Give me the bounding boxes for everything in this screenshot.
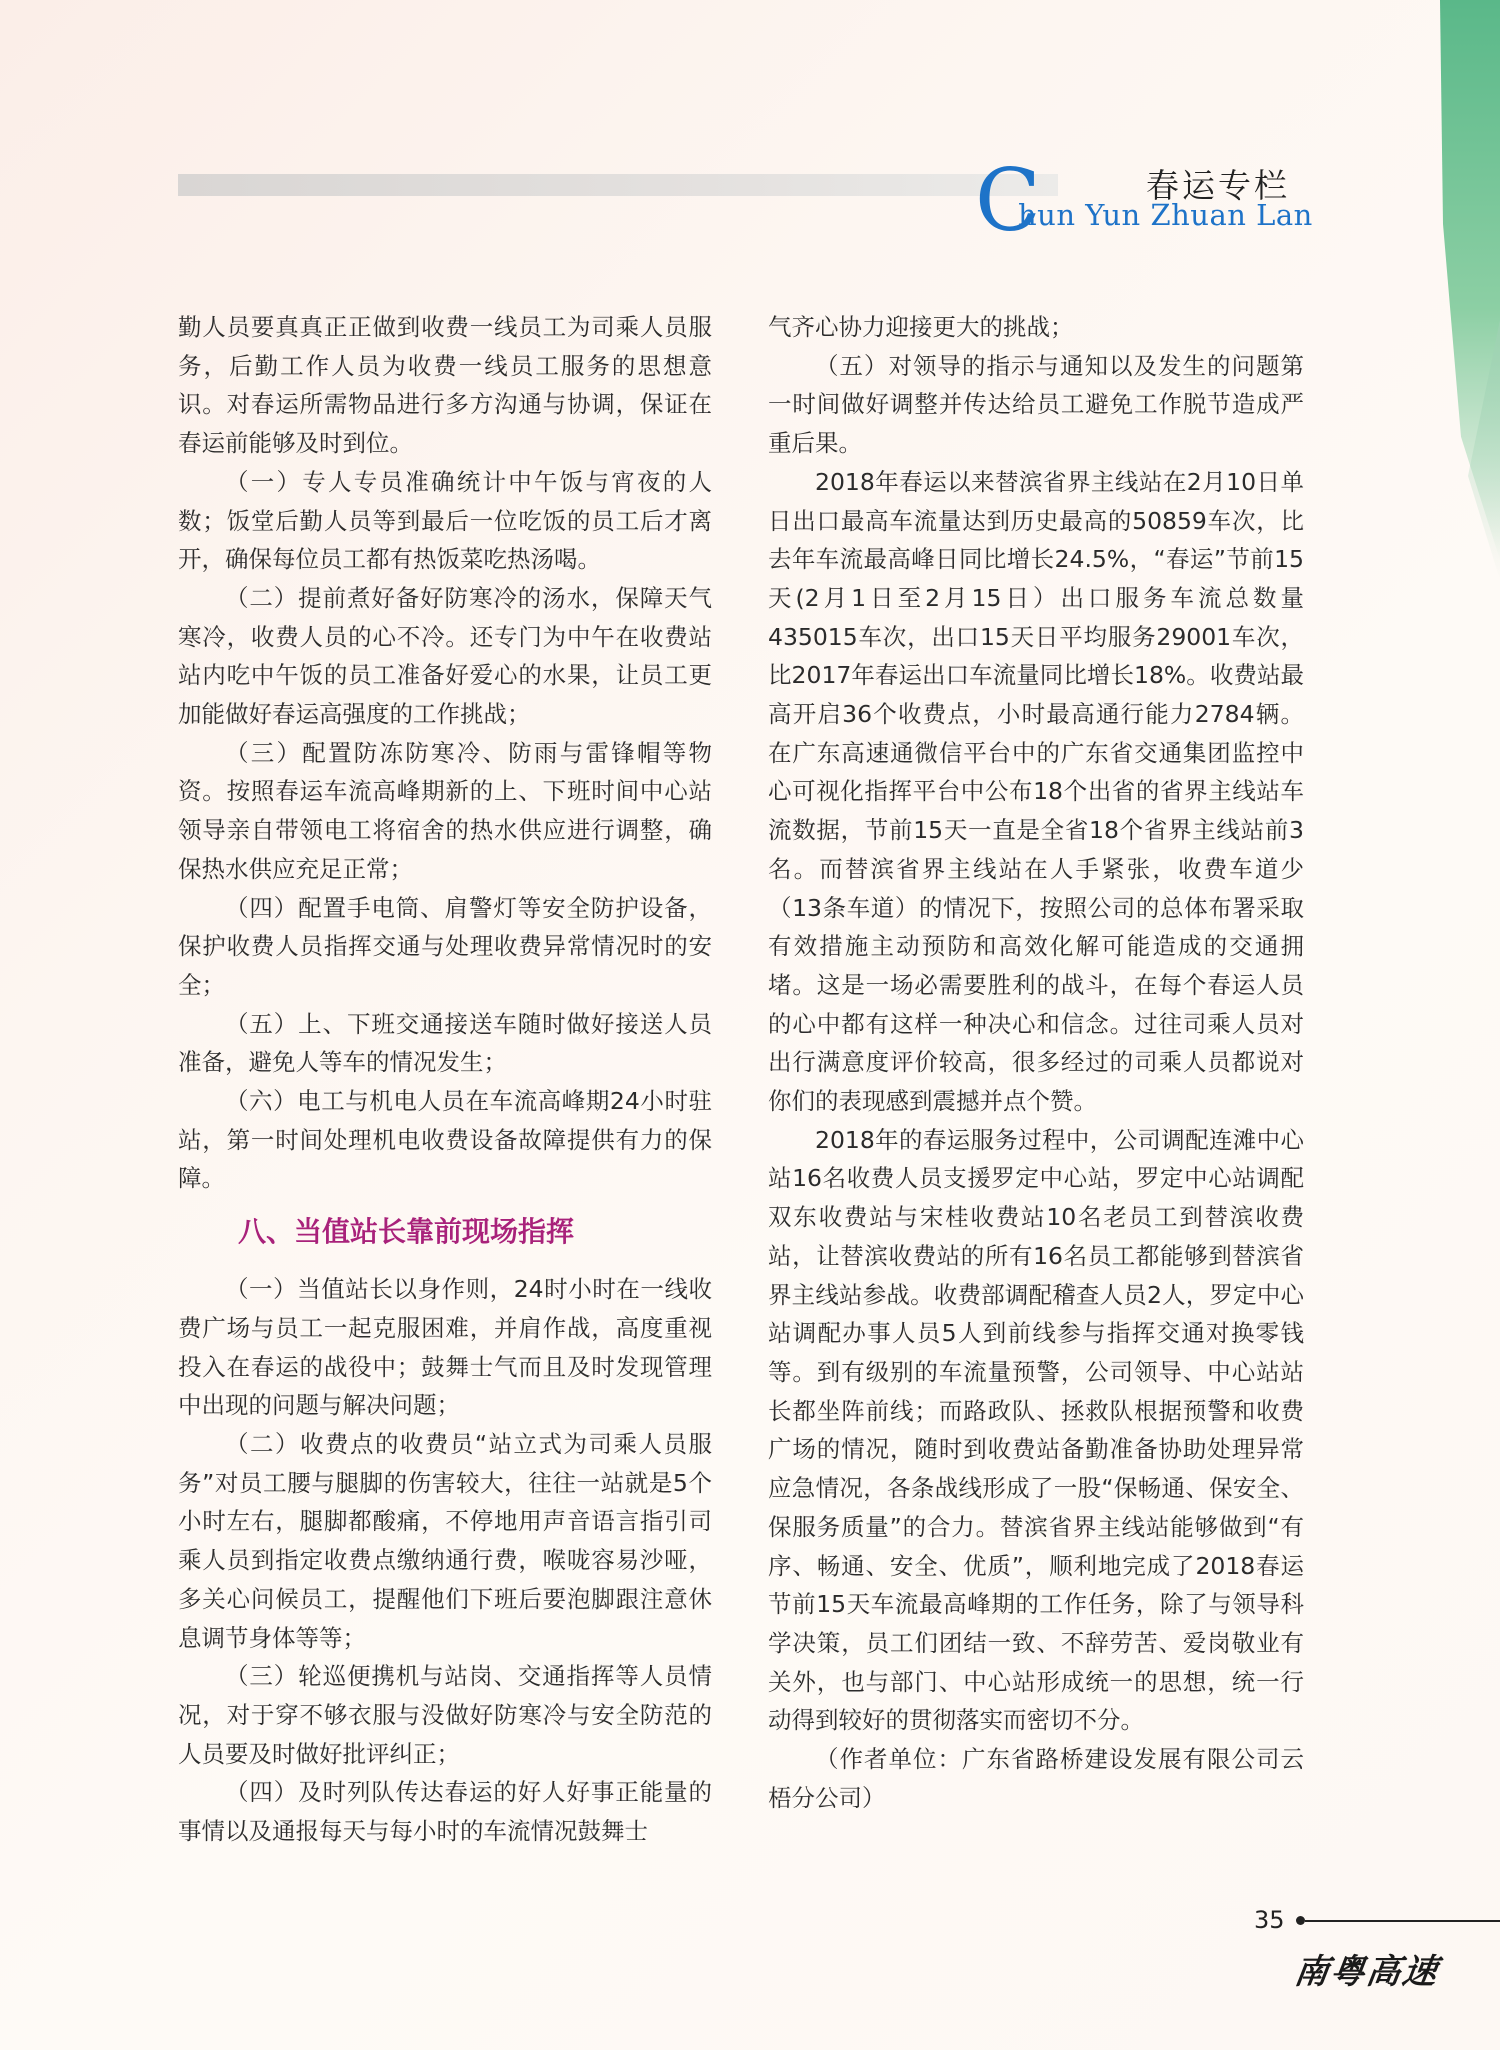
paragraph: 勤人员要真真正正做到收费一线员工为司乘人员服务，后勤工作人员为收费一线员工服务的思想意识。对春运所需物品进行多方沟通与协调，保证在春运前能够及时到位。 <box>178 313 712 458</box>
paragraph: 2018年的春运服务过程中，公司调配连滩中心站16名收费人员支援罗定中心站，罗定中心站调配双东收费站与宋桂收费站10名老员工到替滨收费站，让替滨收费站的所有16名员工都能够到替滨省界主线站参战。收费部调配稽查人员2人，罗定中心站调配办事人员5人到前线参与指挥交通对换零钱等。到有级别的车流量预警，公司领导、中心站站长都坐阵前线；而路政队、拯救队根据预警和收费广场的情况，随时到收费站备勤准备协助处理异常应急情况，各条战线形成了一股“保畅通、保安全、保服务质量”的合力。替滨省界主线站能够做到“有序、畅通、安全、优质”，顺利地完成了2018春运节前15天车流最高峰期的工作任务，除了与领导科学决策，员工们团结一致、不辞劳苦、爱岗敬业有关外，也与部门、中心站形成统一的思想，统一行动得到较好的贯彻落实而密切不分。 <box>768 1125 1304 1735</box>
paragraph: （一）专人专员准确统计中午饭与宵夜的人数；饭堂后勤人员等到最后一位吃饭的员工后才离开，确保每位员工都有热饭菜吃热汤喝。 <box>178 467 712 574</box>
page-rule <box>1305 1920 1500 1922</box>
paragraph: （五）对领导的指示与通知以及发生的问题第一时间做好调整并传达给员工避免工作脱节造成严重后果。 <box>768 351 1304 458</box>
author-note: （作者单位：广东省路桥建设发展有限公司云梧分公司） <box>768 1745 1304 1812</box>
paragraph: （二）收费点的收费员“站立式为司乘人员服务”对员工腰与腿脚的伤害较大，往往一站就是5个小时左右，腿脚都酸痛，不停地用声音语言指引司乘人员到指定收费点缴纳通行费，喉咙容易沙哑，多关心问候员工，提醒他们下班后要泡脚跟注意休息调节身体等等； <box>178 1429 712 1652</box>
paragraph: （三）轮巡便携机与站岗、交通指挥等人员情况，对于穿不够衣服与没做好防寒冷与安全防范的人员要及时做好批评纠正； <box>178 1662 712 1768</box>
paragraph: （二）提前煮好备好防寒冷的汤水，保障天气寒冷，收费人员的心不冷。还专门为中午在收费站站内吃中午饭的员工准备好爱心的水果，让员工更加能做好春运高强度的工作挑战； <box>178 583 712 729</box>
paragraph: 气齐心协力迎接更大的挑战； <box>768 313 1074 341</box>
page-dot <box>1296 1916 1305 1925</box>
paragraph: （六）电工与机电人员在车流高峰期24小时驻站，第一时间处理机电收费设备故障提供有力的保障。 <box>178 1087 712 1193</box>
left-column <box>178 308 712 1851</box>
section-heading: 八、当值站长靠前现场指挥 <box>238 1215 575 1249</box>
header-band <box>178 174 1058 196</box>
right-column <box>768 308 1304 1817</box>
paragraph: （五）上、下班交通接送车随时做好接送人员准备，避免人等车的情况发生； <box>178 1009 712 1077</box>
paragraph: 2018年春运以来替滨省界主线站在2月10日单日出口最高车流量达到历史最高的50859车次，比去年车流最高峰日同比增长24.5%，“春运”节前15天(2月1日至2月15日）出口服务车流总数量435015车次，出口15天日平均服务29001车次，比2017年春运出口车流量同比增长18%。收费站最高开启36个收费点，小时最高通行能力2784辆。在广东高速通微信平台中的广东省交通集团监控中心可视化指挥平台中公布18个出省的省界主线站车流数据，节前15天一直是全省18个省界主线站前3名。而替滨省界主线站在人手紧张，收费车道少（13条车道）的情况下，按照公司的总体布署采取有效措施主动预防和高效化解可能造成的交通拥堵。这是一场必需要胜利的战斗，在每个春运人员的心中都有这样一种决心和信念。过往司乘人员对出行满意度评价较高，很多经过的司乘人员都说对你们的表现感到震撼并点个赞。 <box>768 467 1304 1116</box>
magazine-logo: 南粤高速 <box>1291 1952 1442 1992</box>
column-title: 春运专栏 <box>1146 166 1290 205</box>
paragraph: （一）当值站长以身作则，24时小时在一线收费广场与员工一起克服困难，并肩作战，高度重视投入在春运的战役中；鼓舞士气而且及时发现管理中出现的问题与解决问题； <box>178 1275 712 1420</box>
page-number: 35 <box>1254 1906 1285 1934</box>
header-c-letter: C <box>975 151 1041 251</box>
paragraph: （三）配置防冻防寒冷、防雨与雷锋帽等物资。按照春运车流高峰期新的上、下班时间中心站领导亲自带领电工将宿舍的热水供应进行调整，确保热水供应充足正常； <box>178 738 712 883</box>
paragraph: （四）配置手电筒、肩警灯等安全防护设备，保护收费人员指挥交通与处理收费异常情况时的安全； <box>178 893 712 999</box>
column-subtitle: hun Yun Zhuan Lan <box>1018 198 1313 232</box>
paragraph: （四）及时列队传达春运的好人好事正能量的事情以及通报每天与每小时的车流情况鼓舞士 <box>178 1778 712 1846</box>
